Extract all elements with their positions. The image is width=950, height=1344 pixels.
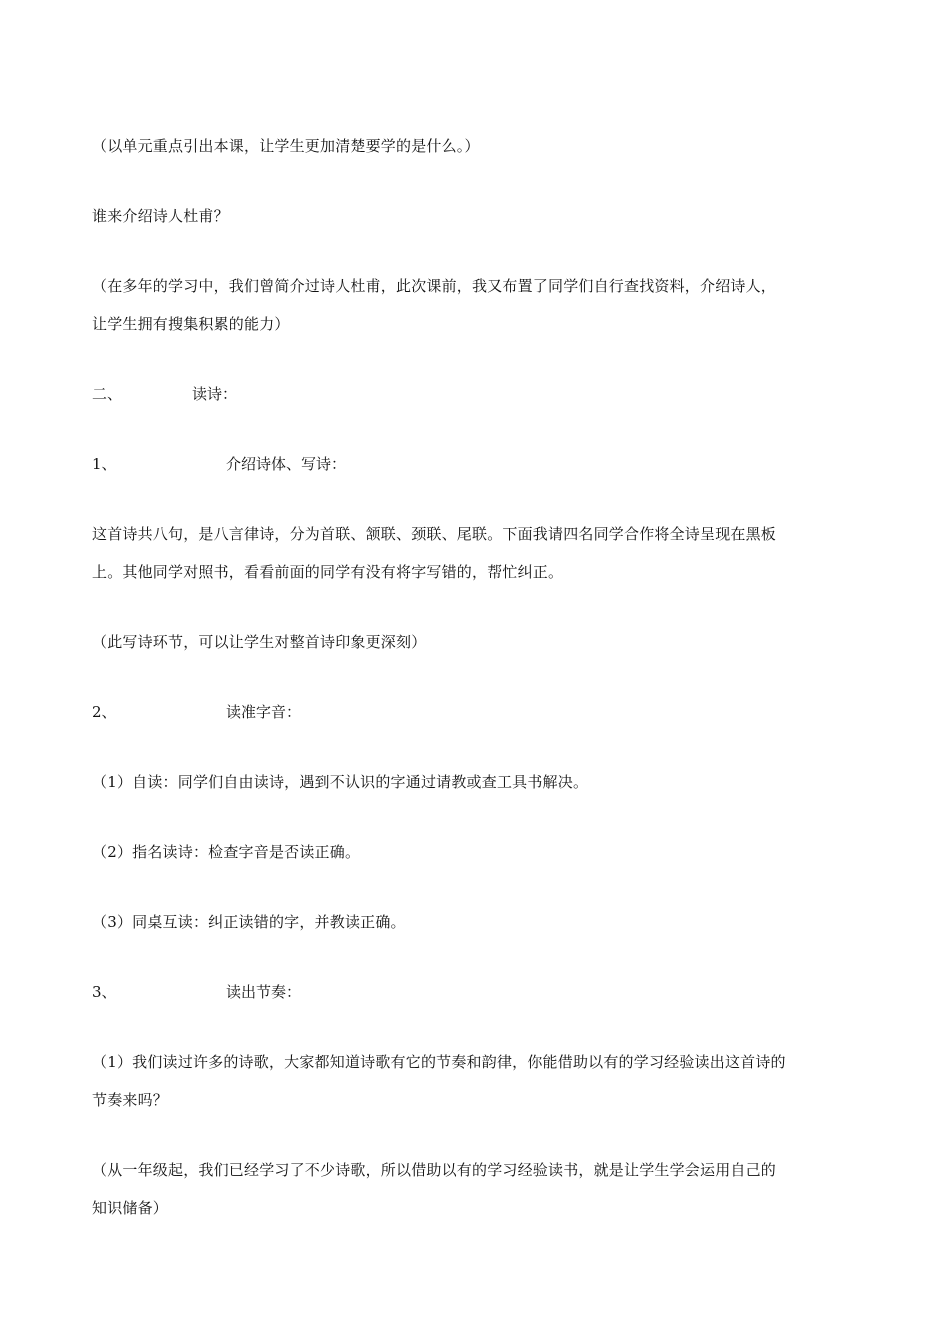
item-number: 2、 — [92, 703, 117, 721]
note-paragraph-line: （从一年级起，我们已经学习了不少诗歌，所以借助以有的学习经验读书，就是让学生学会运用自己的 — [92, 1161, 777, 1179]
body-paragraph-line: 这首诗共八句，是八言律诗，分为首联、颔联、颈联、尾联。下面我请四名同学合作将全诗呈现在黑板 — [92, 525, 777, 543]
item-number: 1、 — [92, 455, 117, 473]
step-paragraph: （2）指名读诗：检查字音是否读正确。 — [92, 843, 361, 861]
item-number: 3、 — [92, 983, 117, 1001]
step-paragraph: （3）同桌互读：纠正读错的字，并教读正确。 — [92, 913, 406, 931]
step-paragraph-line: 节奏来吗？ — [92, 1091, 169, 1109]
item-heading: 读准字音： — [226, 703, 302, 721]
note-paragraph-line: 知识储备） — [92, 1199, 169, 1217]
note-paragraph-line: 让学生拥有搜集积累的能力） — [92, 315, 290, 333]
note-paragraph: （以单元重点引出本课，让学生更加清楚要学的是什么。） — [92, 137, 480, 155]
section-number: 二、 — [92, 385, 123, 403]
step-paragraph: （1）自读：同学们自由读诗，遇到不认识的字通过请教或查工具书解决。 — [92, 773, 589, 791]
note-paragraph-line: （在多年的学习中，我们曾简介过诗人杜甫，此次课前，我又布置了同学们自行查找资料，介绍诗人， — [92, 277, 777, 295]
note-paragraph: （此写诗环节，可以让学生对整首诗印象更深刻） — [92, 633, 427, 651]
step-paragraph-line: （1）我们读过许多的诗歌，大家都知道诗歌有它的节奏和韵律，你能借助以有的学习经验读出这首诗的 — [92, 1053, 786, 1071]
section-heading: 读诗： — [192, 385, 238, 403]
question-paragraph: 谁来介绍诗人杜甫？ — [92, 207, 229, 225]
item-heading: 介绍诗体、写诗： — [226, 455, 347, 473]
body-paragraph-line: 上。其他同学对照书，看看前面的同学有没有将字写错的，帮忙纠正。 — [92, 563, 564, 581]
item-heading: 读出节奏： — [226, 983, 302, 1001]
